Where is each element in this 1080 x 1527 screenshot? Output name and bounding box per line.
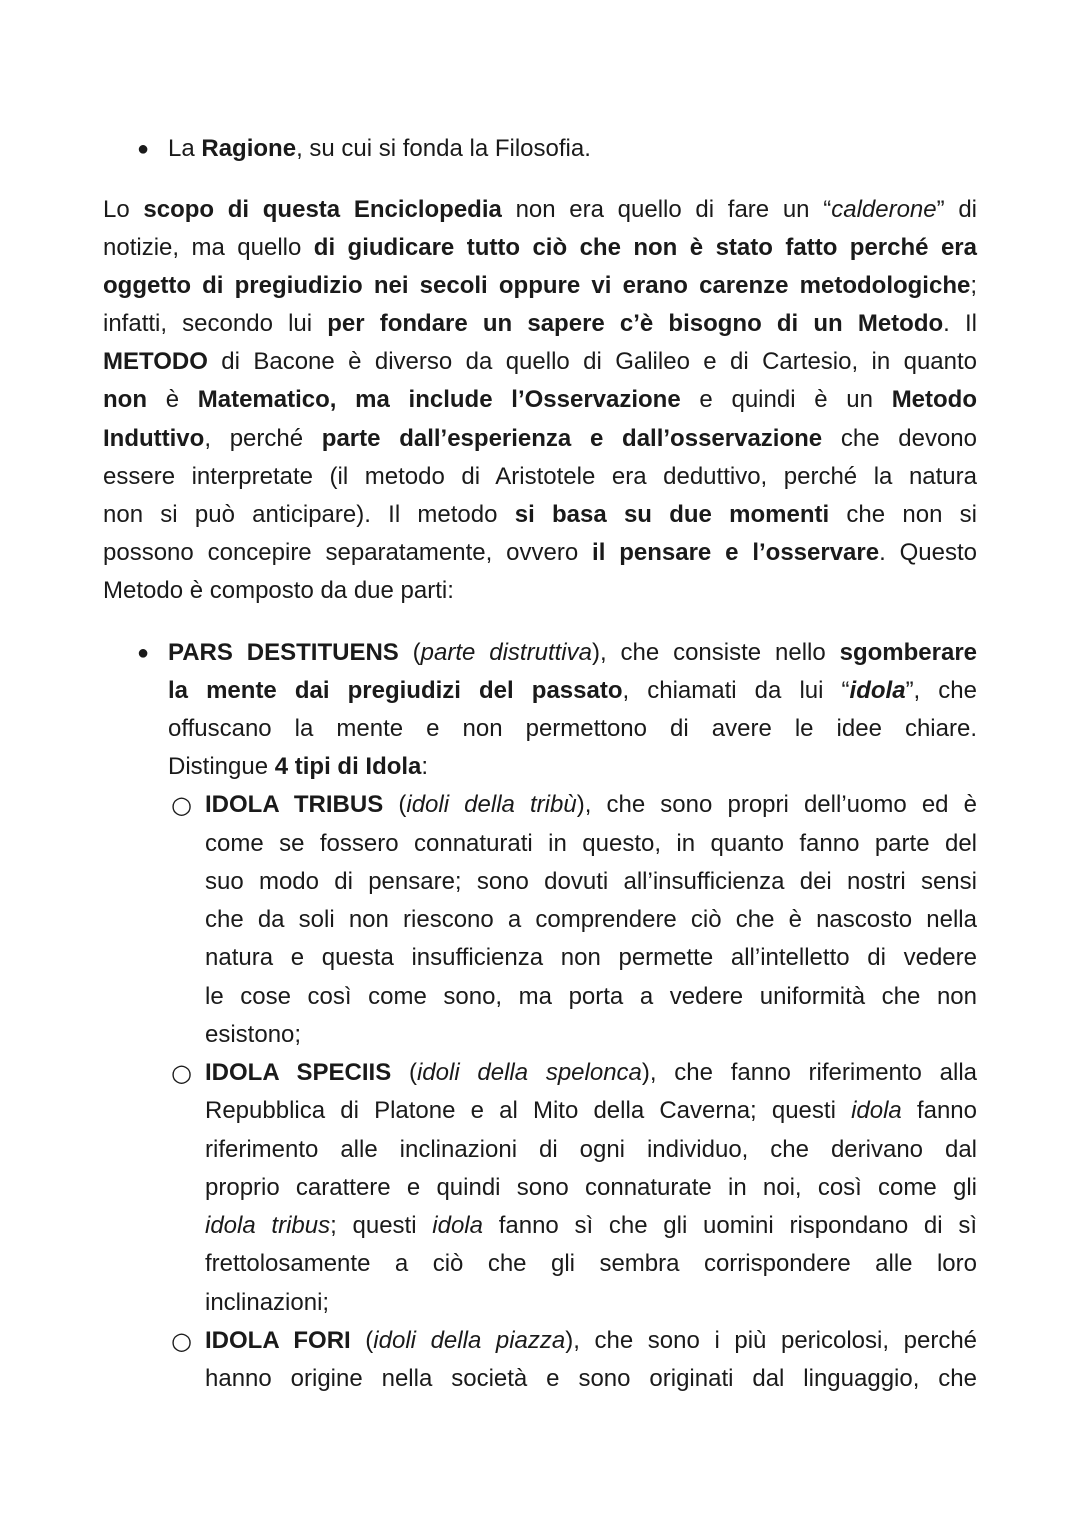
list-line [168, 634, 977, 672]
bold-span: PARS DESTITUENS [168, 639, 399, 666]
text-span: , su cui si fonda la Filosofia. [296, 135, 591, 162]
circle-bullet-icon: ○ [171, 1059, 192, 1087]
paragraph-line [103, 343, 977, 381]
list-line [168, 748, 428, 786]
bold-italic-span: idola [849, 677, 906, 704]
bold-span: Metodo [891, 386, 977, 413]
text-span: riferimento alle inclinazioni di ogni individuo, che derivano dal [205, 1136, 977, 1163]
list-line [205, 1016, 301, 1054]
list-line [205, 1092, 977, 1130]
paragraph-line [103, 229, 977, 267]
bullet-icon: ● [137, 138, 150, 160]
text-span: , perché [204, 425, 322, 452]
bold-span: Induttivo [103, 425, 205, 452]
italic-span: idola tribus [205, 1212, 331, 1239]
bold-span: 4 tipi di Idola [274, 753, 422, 780]
list-line [205, 1169, 977, 1207]
italic-span: idoli della tribù [406, 791, 577, 818]
list-line [168, 710, 977, 748]
text-span: suo modo di pensare; sono dovuti all’insufficienza dei nostri sensi [205, 868, 977, 895]
text-span: possono concepire separatamente, ovvero [103, 539, 593, 566]
list-line [205, 1284, 329, 1322]
text-span: inclinazioni; [205, 1289, 330, 1316]
list-line [205, 1360, 977, 1398]
text-span: frettolosamente a ciò che gli sembra corrispondere alle loro [205, 1250, 977, 1277]
paragraph-line [103, 381, 977, 419]
list-line [205, 1322, 977, 1360]
list-line [168, 672, 977, 710]
text-span: : [421, 753, 429, 780]
circle-bullet-icon: ○ [171, 1327, 192, 1355]
bold-span: non [103, 386, 147, 413]
text-span: Metodo è composto da due parti: [103, 577, 454, 604]
text-span: offuscano la mente e non permettono di avere le idee chiare. [168, 715, 977, 742]
text-span: Repubblica di Platone e al Mito della Caverna; questi [205, 1097, 852, 1124]
paragraph-line [103, 420, 977, 458]
bold-span: Matematico, ma include l’Osservazione [197, 386, 681, 413]
paragraph-line [103, 534, 977, 572]
text-span: natura e questa insufficienza non permette all’intelletto di vedere [205, 944, 977, 971]
bold-span: IDOLA FORI [205, 1327, 351, 1354]
list-line [205, 978, 977, 1016]
text-span: infatti, secondo lui [103, 310, 328, 337]
paragraph-line [103, 496, 977, 534]
text-span: Distingue [168, 753, 275, 780]
text-span: fanno [901, 1097, 977, 1124]
italic-span: idoli della piazza [373, 1327, 566, 1354]
text-span: proprio carattere e quindi sono connaturate in noi, così come gli [205, 1174, 977, 1201]
list-line [205, 1054, 977, 1092]
italic-span: calderone [831, 196, 937, 223]
italic-span: idola [851, 1097, 902, 1124]
text-span: non era quello di fare un “ [501, 196, 832, 223]
paragraph-line [103, 191, 977, 229]
text-span: e quindi è un [680, 386, 892, 413]
text-span: Lo [103, 196, 144, 223]
paragraph-line [103, 305, 977, 343]
italic-span: idola [432, 1212, 483, 1239]
circle-bullet-icon: ○ [171, 791, 192, 819]
list-line [205, 939, 977, 977]
bold-span: parte dall’esperienza e dall’osservazione [321, 425, 823, 452]
text-span: ; questi [330, 1212, 433, 1239]
text-span: non si può anticipare). Il metodo [103, 501, 515, 528]
text-span: ; [970, 272, 977, 299]
text-span: che da soli non riescono a comprendere ciò che è nascosto nella [205, 906, 977, 933]
list-line [205, 901, 977, 939]
text-span: come se fossero connaturati in questo, in quanto fanno parte del [205, 830, 977, 857]
text-span: ( [391, 1059, 417, 1086]
bold-span: si basa su due momenti [514, 501, 830, 528]
list-line [205, 1245, 977, 1283]
list-line [205, 1131, 977, 1169]
bullet-icon: ● [137, 642, 150, 664]
text-span: di Bacone è diverso da quello di Galileo e di Cartesio, in quanto [207, 348, 977, 375]
bold-span: IDOLA SPECIIS [205, 1059, 392, 1086]
text-span: essere interpretate (il metodo di Aristotele era deduttivo, perché la natura [103, 463, 977, 490]
bold-span: per fondare un sapere c’è bisogno di un Metodo [327, 310, 944, 337]
text-span: hanno origine nella società e sono originati dal linguaggio, che [205, 1365, 977, 1392]
text-span: che devono [822, 425, 977, 452]
text-span: , chiamati da lui “ [622, 677, 850, 704]
paragraph-line [103, 458, 977, 496]
text-span: le cose così come sono, ma porta a vedere uniformità che non [205, 983, 977, 1010]
bold-span: il pensare e l’osservare [592, 539, 880, 566]
paragraph-line [103, 572, 454, 610]
text-span: ( [383, 791, 407, 818]
text-span: ), che sono i più pericolosi, perché [565, 1327, 978, 1354]
list-line [205, 825, 977, 863]
bold-span: METODO [103, 348, 208, 375]
text-span: ( [398, 639, 421, 666]
bold-span: sgomberare [839, 639, 977, 666]
bold-span: oggetto di pregiudizio nei secoli oppure vi erano carenze metodologiche [103, 272, 971, 299]
text-span: La [168, 135, 202, 162]
bold-span: IDOLA TRIBUS [205, 791, 384, 818]
text-span: esistono; [205, 1021, 302, 1048]
paragraph-line [103, 267, 977, 305]
text-span: ), che consiste nello [591, 639, 840, 666]
italic-span: parte distruttiva [420, 639, 592, 666]
text-span: fanno sì che gli uomini rispondano di sì [483, 1212, 978, 1239]
text-span: . Il [943, 310, 977, 337]
text-span: che non si [829, 501, 978, 528]
text-span: è [146, 386, 198, 413]
italic-span: idoli della spelonca [416, 1059, 642, 1086]
text-span: ”, che [905, 677, 977, 704]
text-span: . Questo [879, 539, 977, 566]
text-span: ( [350, 1327, 374, 1354]
bold-span: scopo di questa Enciclopedia [143, 196, 502, 223]
list-line [205, 863, 977, 901]
bold-span: la mente dai pregiudizi del passato [168, 677, 623, 704]
text-span: notizie, ma quello [103, 234, 314, 261]
text-span: ” di [936, 196, 978, 223]
intro-bullet-text [168, 130, 591, 168]
list-line [205, 786, 977, 824]
text-span: ), che sono propri dell’uomo ed è [576, 791, 977, 818]
bold-span: di giudicare tutto ciò che non è stato fatto perché era [313, 234, 977, 261]
list-line [205, 1207, 977, 1245]
bold-span: Ragione [201, 135, 297, 162]
text-span: ), che fanno riferimento alla [641, 1059, 977, 1086]
